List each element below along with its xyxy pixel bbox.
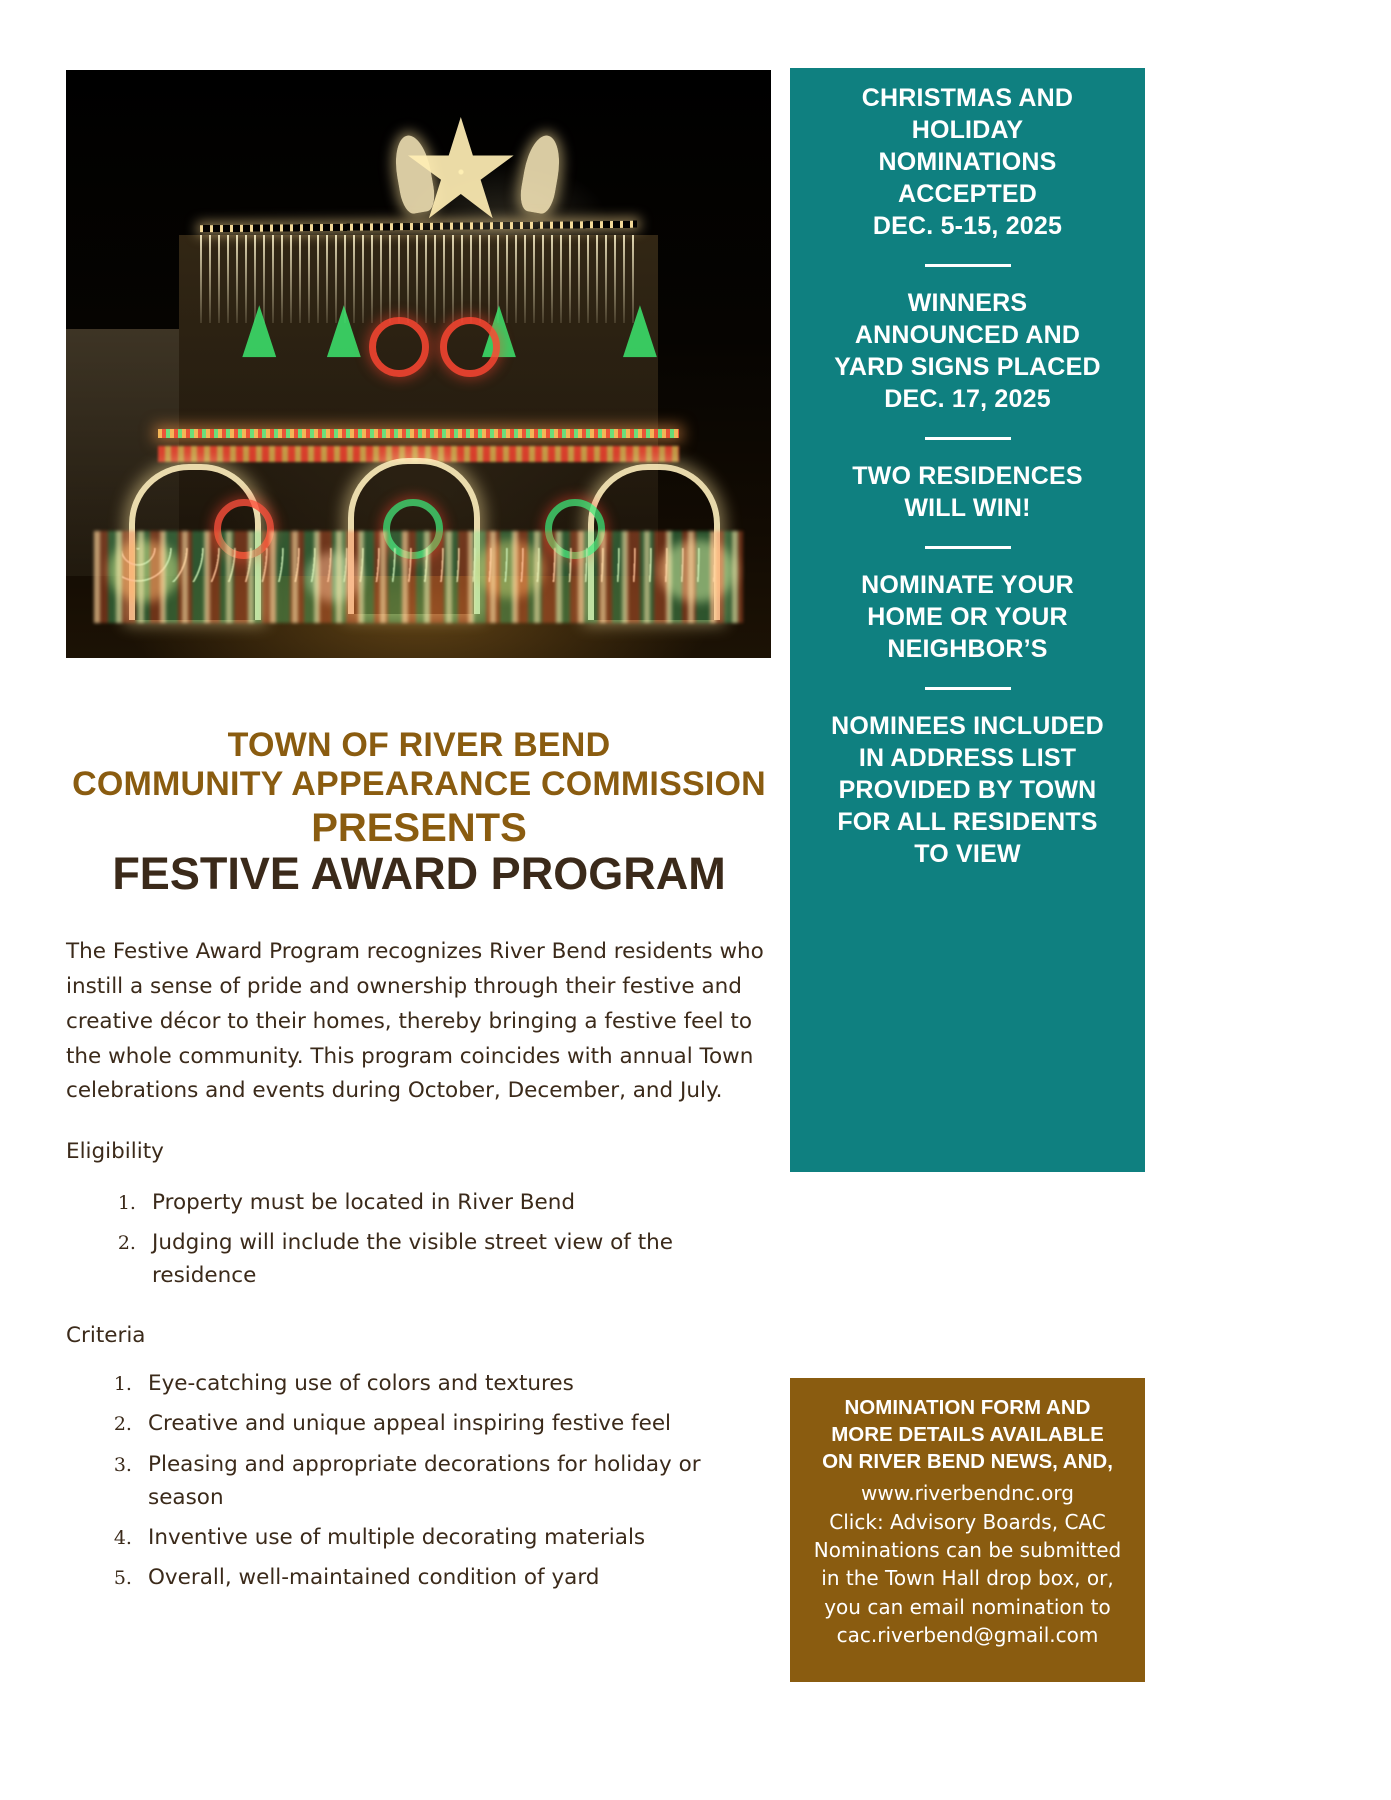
brown-heading-text: ON RIVER BEND NEWS, AND, bbox=[822, 1450, 1113, 1474]
teal-text: DEC. 5-15, 2025 bbox=[872, 212, 1063, 240]
teal-divider-1 bbox=[925, 264, 1011, 267]
submission-instruction-2: in the Town Hall drop box, or, bbox=[821, 1566, 1114, 1591]
holiday-lights-photo bbox=[66, 70, 771, 658]
teal-text: WINNERS bbox=[907, 289, 1028, 317]
teal-block-nominate bbox=[802, 569, 1133, 665]
photo-icicle-lights bbox=[200, 235, 637, 323]
criteria-label: Criteria bbox=[66, 1322, 146, 1348]
page-title-organization bbox=[66, 726, 772, 805]
title-line-town: TOWN OF RIVER BEND bbox=[227, 726, 611, 764]
nomination-info-heading bbox=[798, 1394, 1137, 1475]
teal-block-winners bbox=[802, 287, 1133, 415]
teal-divider-2 bbox=[925, 437, 1011, 440]
eligibility-list bbox=[66, 1186, 772, 1293]
teal-block-address-list bbox=[802, 710, 1133, 870]
teal-text: HOME OR YOUR bbox=[867, 603, 1068, 631]
list-item: 4. Inventive use of multiple decorating materials bbox=[138, 1521, 772, 1554]
list-item: 5. Overall, well-maintained condition of yard bbox=[138, 1561, 772, 1594]
teal-divider-4 bbox=[925, 687, 1011, 690]
teal-text: DEC. 17, 2025 bbox=[884, 385, 1051, 413]
photo-ground-displays bbox=[94, 531, 743, 623]
teal-text: FOR ALL RESIDENTS bbox=[837, 808, 1098, 836]
teal-text: NOMINATE YOUR bbox=[861, 571, 1074, 599]
teal-text: WILL WIN! bbox=[904, 494, 1031, 522]
brown-heading-text: NOMINATION FORM AND bbox=[844, 1396, 1091, 1419]
list-item: 1. Eye-catching use of colors and textures bbox=[138, 1367, 772, 1400]
list-item: 3. Pleasing and appropriate decorations for holiday or season bbox=[138, 1448, 772, 1515]
teal-text: ACCEPTED bbox=[897, 180, 1038, 208]
teal-text: HOLIDAY bbox=[911, 116, 1024, 144]
navigation-instruction: Click: Advisory Boards, CAC bbox=[829, 1509, 1106, 1534]
teal-text: TO VIEW bbox=[914, 840, 1021, 868]
photo-window-wreath-2 bbox=[440, 317, 500, 377]
page-title-program: FESTIVE AWARD PROGRAM bbox=[112, 847, 726, 899]
photo-window-wreath-1 bbox=[369, 317, 429, 377]
teal-text: YARD SIGNS PLACED bbox=[834, 353, 1101, 381]
submission-instruction-3: you can email nomination to bbox=[824, 1594, 1111, 1619]
teal-text: ANNOUNCED AND bbox=[854, 321, 1081, 349]
teal-text: NOMINATIONS bbox=[878, 148, 1057, 176]
teal-text: TWO RESIDENCES bbox=[852, 462, 1083, 490]
teal-text: CHRISTMAS AND bbox=[861, 84, 1074, 112]
contact-email[interactable]: cac.riverbend@gmail.com bbox=[836, 1623, 1099, 1648]
title-line-commission: COMMUNITY APPEARANCE COMMISSION bbox=[72, 765, 766, 804]
criteria-list bbox=[66, 1367, 772, 1595]
flyer-main-content bbox=[66, 726, 772, 1602]
teal-block-nominations bbox=[802, 82, 1133, 242]
dates-and-details-panel bbox=[790, 68, 1145, 1172]
list-item: 2. Judging will include the visible street view of the residence bbox=[142, 1226, 772, 1293]
nomination-info-details bbox=[798, 1479, 1137, 1649]
photo-porch-roof-lights bbox=[158, 429, 680, 438]
list-item: 1. Property must be located in River Bend bbox=[142, 1186, 772, 1219]
website-url[interactable]: www.riverbendnc.org bbox=[861, 1481, 1074, 1506]
title-line-presents: PRESENTS bbox=[311, 805, 527, 850]
brown-heading-text: MORE DETAILS AVAILABLE bbox=[831, 1423, 1104, 1447]
teal-text: NOMINEES INCLUDED bbox=[831, 712, 1104, 740]
list-item: 2. Creative and unique appeal inspiring festive feel bbox=[138, 1407, 772, 1440]
teal-block-two-residences bbox=[802, 460, 1133, 524]
teal-divider-3 bbox=[925, 546, 1011, 549]
teal-text: IN ADDRESS LIST bbox=[858, 744, 1077, 772]
eligibility-label: Eligibility bbox=[66, 1139, 164, 1165]
nomination-info-box bbox=[790, 1378, 1145, 1648]
teal-text: NEIGHBOR’S bbox=[887, 635, 1048, 663]
program-description: The Festive Award Program recognizes River Bend residents who instill a sense of pride and ownership through their festive and creative décor to their homes, thereby bringing a festive feel to the whole community. This program coincides with annual Town celebrations and events during October, December, and July. bbox=[66, 939, 764, 1104]
submission-instruction-1: Nominations can be submitted bbox=[813, 1537, 1122, 1562]
teal-text: PROVIDED BY TOWN bbox=[838, 776, 1097, 804]
